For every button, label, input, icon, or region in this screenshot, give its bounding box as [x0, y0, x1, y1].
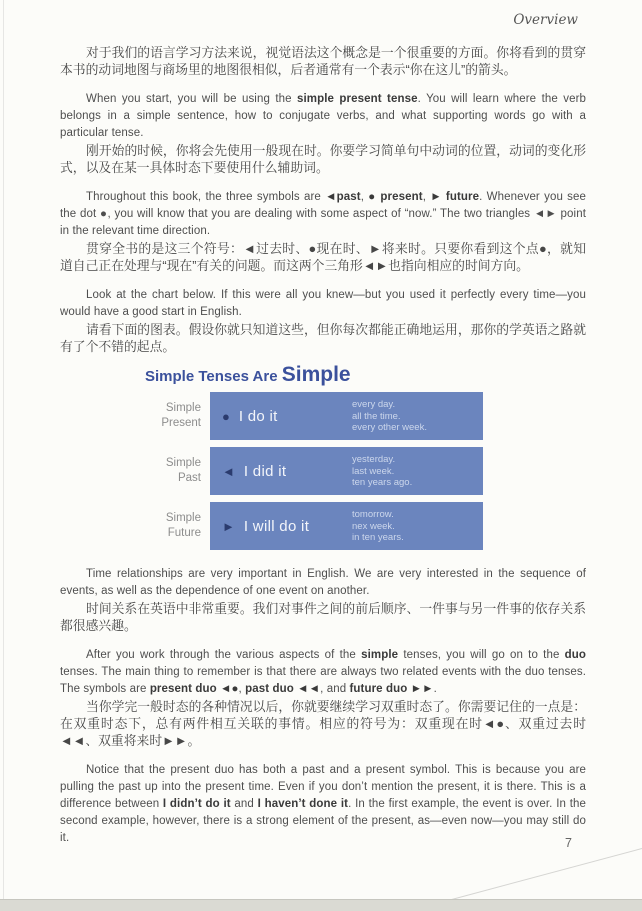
- text-run: 刚开始的时候，你将会先使用一般现在时。你要学习简单句中动词的位置，动词的变化形式，以及在某一具体时态下要使用什么辅助词。: [60, 143, 586, 175]
- tense-label-line: Simple: [165, 402, 201, 414]
- paragraph: [60, 240, 586, 274]
- text-run: Look at the chart below. If this were all you knew—but you used it perfectly every time—you would have a good start in English.: [60, 289, 586, 318]
- tense-chart: [60, 363, 586, 550]
- tense-example-line: every day.: [352, 398, 396, 410]
- paragraph: [60, 762, 586, 847]
- text-run: Time relationships are very important in English. We are very interested in the sequence of events, as well as the dependence of one event on another.: [60, 568, 586, 597]
- bold-text-run: ● present: [368, 191, 423, 203]
- text-run: After you work through the various aspects of the: [86, 649, 362, 661]
- bold-text-run: simple: [361, 649, 399, 661]
- text-run: and: [230, 798, 258, 810]
- tense-example-line: ten years ago.: [352, 476, 413, 488]
- bold-text-run: I haven’t done it: [257, 798, 349, 810]
- text-run: 对于我们的语言学习方法来说，视觉语法这个概念是一个很重要的方面。你将看到的贯穿本书的动词地图与商场里的地图很相似，后者通常有一个表示“你在这儿”的箭头。: [60, 45, 586, 77]
- tense-label: [60, 502, 210, 550]
- tense-examples: [352, 509, 404, 544]
- chart-row: [60, 502, 586, 550]
- tense-example-line: nex week.: [352, 520, 395, 532]
- tense-examples: [352, 399, 427, 434]
- text-run: When you start, you will be using the: [86, 93, 297, 105]
- paragraph: [60, 566, 586, 600]
- text-run: . You will learn where the verb belongs in a simple sentence, how to conjugate verbs, and what supporting words go with a particular tense.: [60, 93, 587, 139]
- text-run: . Whenever you see the dot ●, you will know that you are dealing with some aspect of “now.” The two triangles ◄► point in the relevant time direction.: [60, 191, 587, 237]
- chart-title-small: Simple Tenses Are: [145, 368, 282, 385]
- text-run: ,: [238, 683, 246, 695]
- bold-text-run: simple present tense: [297, 93, 418, 105]
- page-header: Overview: [513, 12, 578, 28]
- tense-label-line: Past: [177, 472, 201, 484]
- text-run: 时间关系在英语中非常重要。我们对事件之间的前后顺序、一件事与另一件事的依存关系都很感兴趣。: [60, 601, 586, 633]
- tense-label-line: Simple: [165, 512, 201, 524]
- tense-bar: [210, 392, 483, 440]
- tense-label-line: Future: [167, 527, 201, 539]
- tense-label-line: Simple: [165, 457, 201, 469]
- text-run: , and: [320, 683, 350, 695]
- chart-row: [60, 392, 586, 440]
- text-run: tenses. The main thing to remember is that there are always two related events with the duo tenses. The symbols are: [60, 666, 586, 695]
- chart-title: [145, 363, 586, 389]
- future-triangle-icon: ►: [222, 518, 235, 534]
- text-run: Throughout this book, the three symbols are: [86, 191, 326, 203]
- tense-example-line: all the time.: [352, 410, 401, 422]
- tense-example-line: tomorrow.: [352, 508, 394, 520]
- scan-edge-line: [3, 0, 4, 911]
- bold-text-run: ► future: [430, 191, 480, 203]
- text-run: tenses, you will go on to the: [398, 649, 565, 661]
- chart-row: [60, 447, 586, 495]
- tense-bar: [210, 502, 483, 550]
- paragraph: [60, 698, 586, 749]
- tense-example-line: last week.: [352, 465, 395, 477]
- past-triangle-icon: ◄: [222, 463, 235, 479]
- paragraph: [60, 600, 586, 634]
- chart-rows: [60, 392, 586, 550]
- tense-example-line: yesterday.: [352, 453, 396, 465]
- tense-label: [60, 447, 210, 495]
- paragraph: [60, 189, 586, 240]
- tense-phrase: I do it: [238, 407, 278, 425]
- bold-text-run: duo: [564, 649, 586, 661]
- paragraphs-after-chart: [60, 566, 586, 847]
- page-number: 7: [565, 836, 572, 850]
- text-run: ,: [360, 191, 369, 203]
- text-run: Notice that the present duo has both a past and a present symbol. This is because you are pulling the past up into the present time. Even if you don’t mention the present, it is there. This is a difference between: [60, 764, 586, 810]
- text-run: 当你学完一般时态的各种情况以后，你就要继续学习双重时态了。你需要记住的一点是：在双重时态下，总有两件相互关联的事情。相应的符号为：双重现在时◄●、双重过去时◄◄、双重将来时►►。: [60, 699, 586, 748]
- text-run: ,: [422, 191, 431, 203]
- bold-text-run: past duo ◄◄: [245, 683, 321, 695]
- bold-text-run: ◄past: [325, 191, 361, 203]
- page-content: [60, 44, 586, 847]
- text-run: 请看下面的图表。假设你就只知道这些，但你每次都能正确地运用，那你的学英语之路就有了个不错的起点。: [60, 322, 586, 354]
- present-dot-icon: ●: [222, 408, 230, 424]
- paragraph: [60, 287, 586, 321]
- tense-label: [60, 392, 210, 440]
- paragraph: [60, 142, 586, 176]
- bold-text-run: future duo ►►: [349, 683, 434, 695]
- text-run: . In the first example, the event is over. In the second example, however, there is a strong element of the present, as—even now—you may still do it.: [60, 798, 586, 844]
- tense-examples: [352, 454, 412, 489]
- bold-text-run: present duo ◄●: [149, 683, 239, 695]
- paragraphs-before-chart: [60, 44, 586, 355]
- tense-example-line: every other week.: [352, 421, 427, 433]
- text-run: 贯穿全书的是这三个符号：◄过去时、●现在时、►将来时。只要你看到这个点●，就知道自己正在处理与“现在”有关的问题。而这两个三角形◄►也指向相应的时间方向。: [60, 241, 586, 273]
- paragraph: [60, 91, 586, 142]
- tense-phrase: I did it: [243, 462, 287, 480]
- paragraph: [60, 44, 586, 78]
- tense-label-line: Present: [161, 417, 201, 429]
- tense-example-line: in ten years.: [352, 531, 404, 543]
- text-run: .: [433, 683, 437, 695]
- tense-bar: [210, 447, 483, 495]
- paragraph: [60, 321, 586, 355]
- tense-phrase: I will do it: [243, 517, 310, 535]
- scan-bottom-edge: [0, 899, 642, 911]
- paragraph: [60, 647, 586, 698]
- chart-title-large: Simple: [281, 363, 351, 386]
- bold-text-run: I didn’t do it: [162, 798, 231, 810]
